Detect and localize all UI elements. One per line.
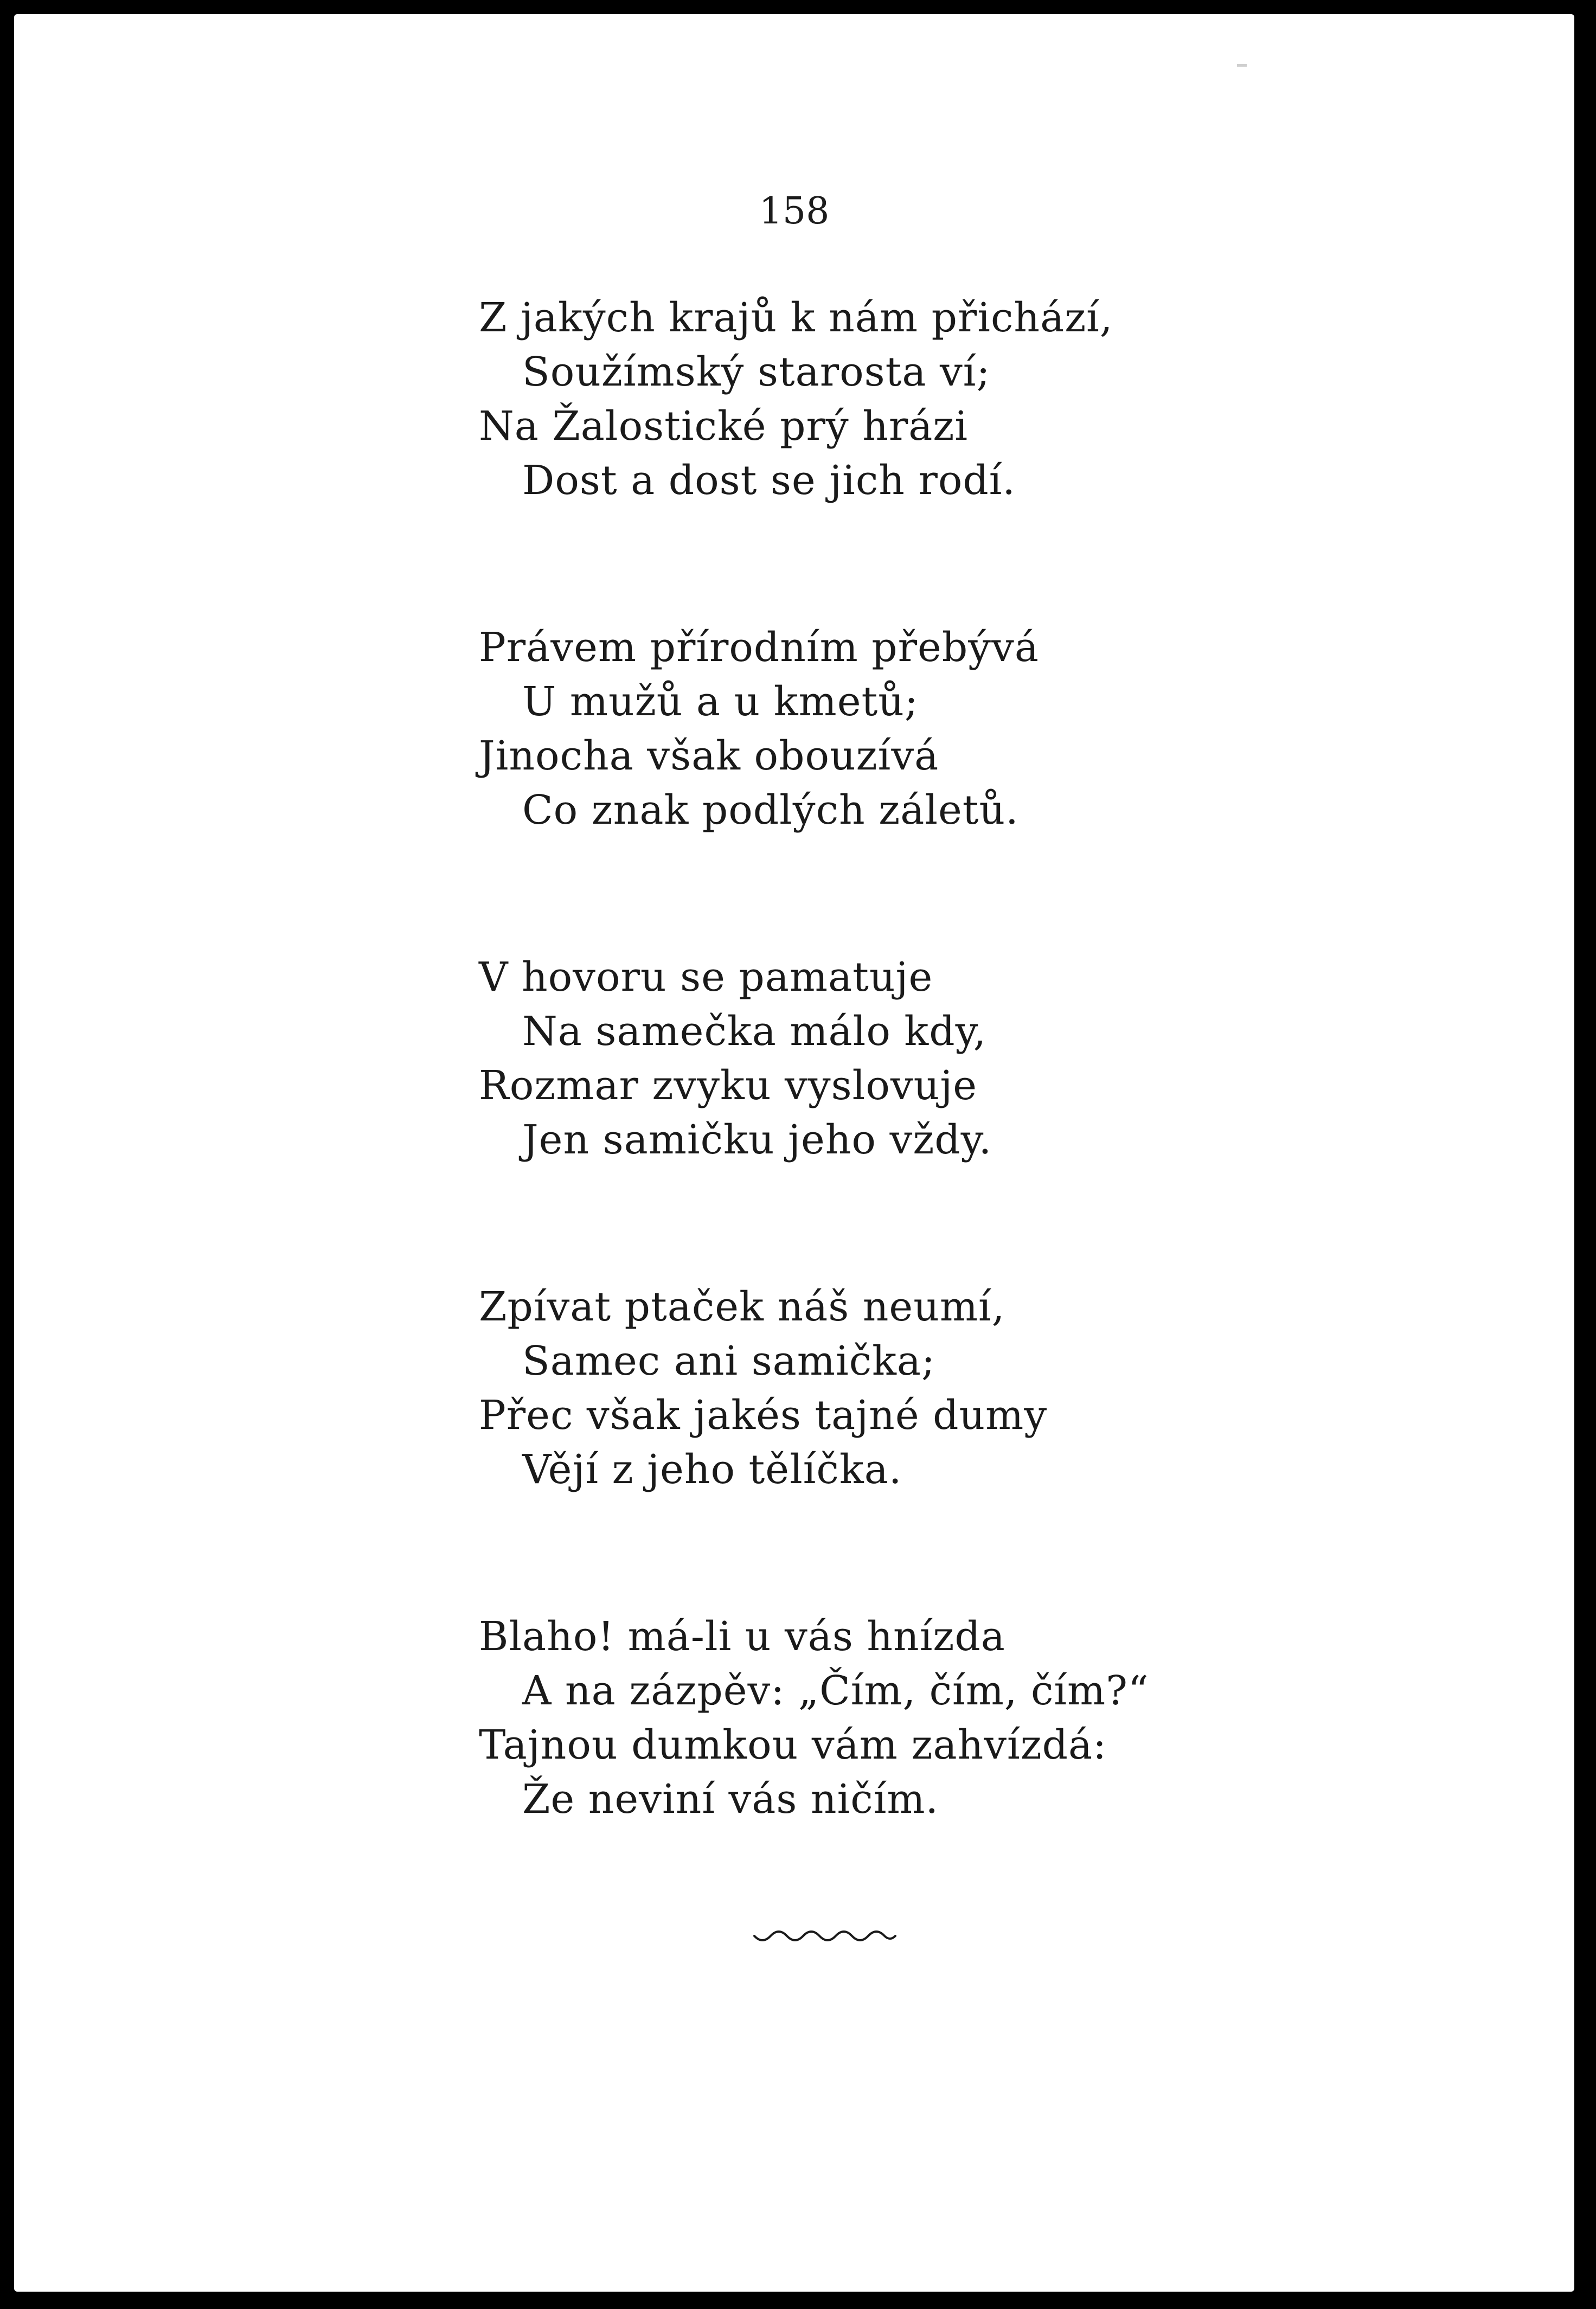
poem-line: A na zázpěv: „Čím, čím, čím?“ bbox=[522, 1667, 1149, 1714]
poem-line: V hovoru se pamatuje bbox=[479, 954, 933, 1000]
poem-line: U mužů a u kmetů; bbox=[522, 678, 919, 725]
poem-line: Na samečka málo kdy, bbox=[522, 1008, 987, 1055]
edge-speck bbox=[1237, 64, 1247, 67]
poem-line: Co znak podlých záletů. bbox=[522, 787, 1019, 833]
stanza-5 bbox=[479, 1609, 1509, 1826]
poem-line: Jen samičku jeho vždy. bbox=[522, 1117, 992, 1163]
poem-line: Na Žalostické prý hrázi bbox=[479, 403, 969, 450]
poem-line: Z jakých krajů k nám přichází, bbox=[479, 294, 1113, 341]
stanza-3 bbox=[479, 950, 1509, 1167]
page-number: 158 bbox=[759, 190, 830, 233]
poem-line: Přec však jakés tajné dumy bbox=[479, 1392, 1048, 1439]
poem-line: Že neviní vás ničím. bbox=[522, 1776, 939, 1823]
wavy-line-ornament bbox=[752, 1928, 898, 1950]
poem-line: Vějí z jeho tělíčka. bbox=[522, 1446, 902, 1493]
poem-line: Samec ani samička; bbox=[522, 1338, 935, 1384]
poem-line: Právem přírodním přebývá bbox=[479, 624, 1039, 671]
poem-line: Blaho! má-li u vás hnízda bbox=[479, 1613, 1005, 1660]
stanza-4 bbox=[479, 1280, 1509, 1497]
poem-line: Rozmar zvyku vyslovuje bbox=[479, 1062, 978, 1109]
stanza-2 bbox=[479, 620, 1509, 837]
poem-line: Dost a dost se jich rodí. bbox=[522, 457, 1016, 504]
poem-line: Tajnou dumkou vám zahvízdá: bbox=[479, 1722, 1107, 1768]
stanza-1 bbox=[479, 291, 1509, 508]
poem-line: Zpívat ptaček náš neumí, bbox=[479, 1284, 1005, 1330]
poem-line: Soužímský starosta ví; bbox=[522, 349, 991, 395]
book-page bbox=[14, 14, 1574, 2292]
poem bbox=[479, 291, 1509, 1939]
poem-line: Jinocha však obouzívá bbox=[479, 733, 939, 779]
